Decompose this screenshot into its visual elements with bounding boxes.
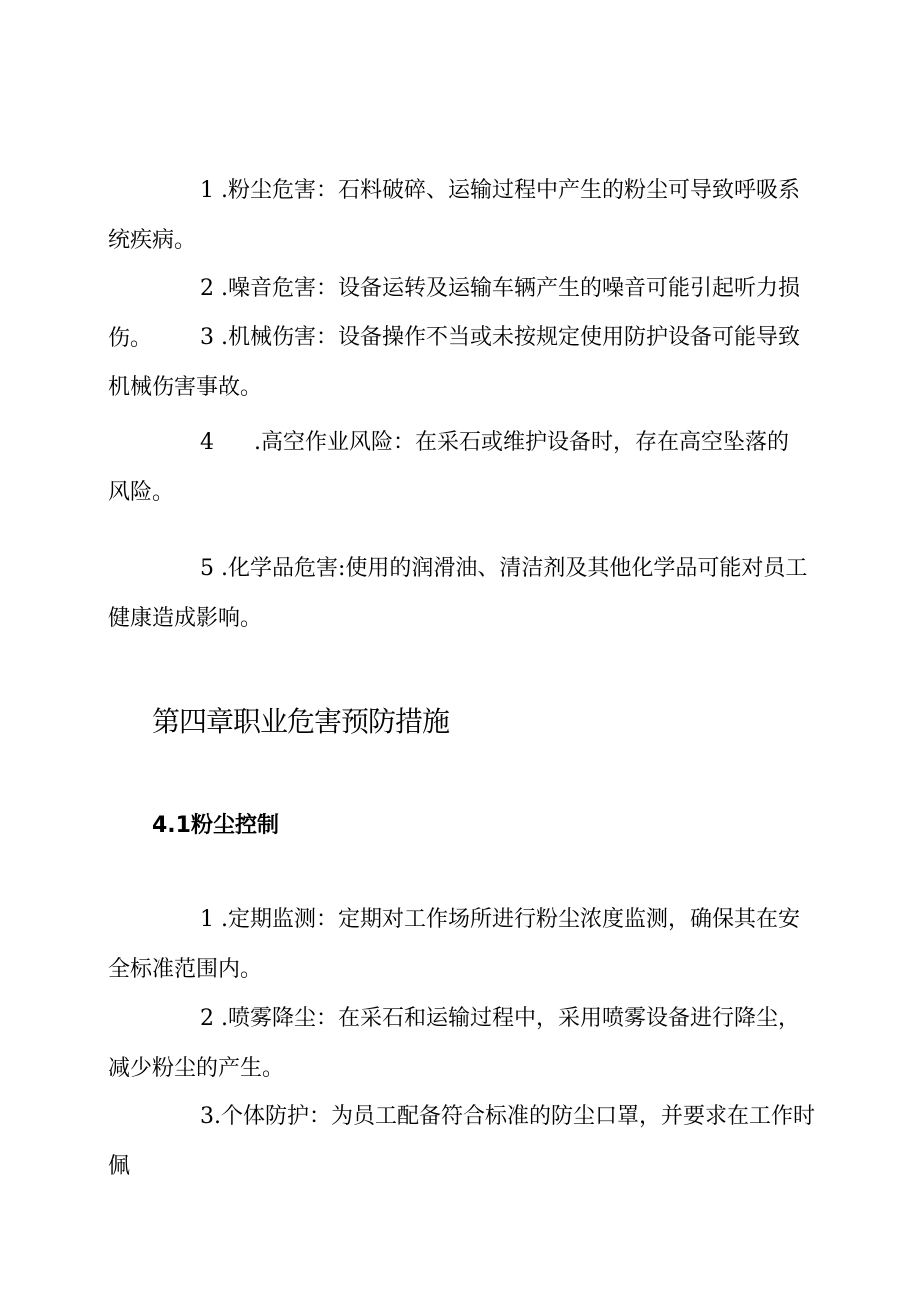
dust-measure-text: .定期监测：定期对工作场所进行粉尘浓度监测，确保其在安全标准范围内。 xyxy=(108,907,800,982)
hazard-item-3 xyxy=(108,313,820,413)
dust-measure-text: .个体防护：为员工配备符合标准的防尘口罩，并要求在工作时佩 xyxy=(108,1104,815,1179)
hazard-item-text: .高空作业风险：在采石或维护设备时，存在高空坠落的风险。 xyxy=(108,430,789,505)
dust-measure-number: 3 xyxy=(200,1104,214,1129)
dust-measure-number: 2 xyxy=(200,1006,214,1031)
hazard-item-number: 2 xyxy=(200,276,214,301)
hazard-item-number: 1 xyxy=(200,178,214,203)
hazard-item-5 xyxy=(108,544,820,644)
chapter-title: 第四章职业危害预防措施 xyxy=(152,705,450,738)
hazard-item-4 xyxy=(108,418,808,518)
hazard-item-number: 4 xyxy=(200,430,214,455)
dust-measure-item-3 xyxy=(108,1092,820,1192)
dust-measure-number: 1 xyxy=(200,907,214,932)
hazard-item-text: .噪音危害：设备运转及运输车辆产生的噪音可能引起听力损伤。 xyxy=(108,276,800,351)
section-title: 4.1粉尘控制 xyxy=(152,813,279,838)
dust-measure-text: .喷雾降尘：在采石和运输过程中，采用喷雾设备进行降尘，减少粉尘的产生。 xyxy=(108,1006,800,1081)
hazard-item-number: 5 xyxy=(200,556,214,581)
hazard-item-number: 3 xyxy=(200,325,214,350)
hazard-item-text: .粉尘危害：石料破碎、运输过程中产生的粉尘可导致呼吸系统疾病。 xyxy=(108,178,800,253)
dust-measure-item-1 xyxy=(108,895,820,995)
hazard-item-1 xyxy=(108,166,820,266)
dust-measure-item-2 xyxy=(108,994,820,1094)
hazard-item-text: .机械伤害：设备操作不当或未按规定使用防护设备可能导致机械伤害事故。 xyxy=(108,325,800,400)
hazard-item-text: .化学品危害:使用的润滑油、清洁剂及其他化学品可能对员工健康造成影响。 xyxy=(108,556,808,631)
